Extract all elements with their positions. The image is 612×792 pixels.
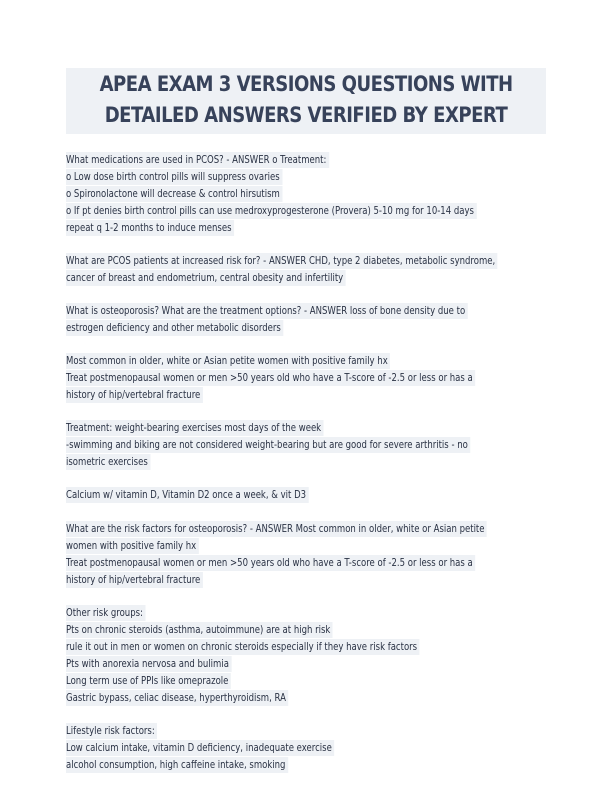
text-line: What is osteoporosis? What are the treatment options? - ANSWER loss of bone density due to bbox=[66, 303, 468, 319]
text-line: Low calcium intake, vitamin D deficiency, inadequate exercise bbox=[66, 740, 334, 756]
text-line: o Low dose birth control pills will suppress ovaries bbox=[66, 169, 282, 185]
text-line: What are the risk factors for osteoporosis? - ANSWER Most common in older, white or Asian petite bbox=[66, 521, 487, 537]
text-line: Treatment: weight-bearing exercises most days of the week bbox=[66, 420, 324, 436]
text-line: What medications are used in PCOS? - ANSWER o Treatment: bbox=[66, 152, 329, 168]
text-line: alcohol consumption, high caffeine intake, smoking bbox=[66, 757, 288, 773]
text-line: Treat postmenopausal women or men >50 years old who have a T-score of -2.5 or less or has a bbox=[66, 555, 475, 571]
text-line: Pts on chronic steroids (asthma, autoimmune) are at high risk bbox=[66, 622, 333, 638]
text-line: Most common in older, white or Asian petite women with positive family hx bbox=[66, 353, 390, 369]
text-line: history of hip/vertebral fracture bbox=[66, 572, 203, 588]
text-line: -swimming and biking are not considered weight-bearing but are good for severe arthritis - no bbox=[66, 437, 470, 453]
text-line: history of hip/vertebral fracture bbox=[66, 387, 203, 403]
text-line: estrogen deficiency and other metabolic disorders bbox=[66, 320, 283, 336]
text-line: Treat postmenopausal women or men >50 years old who have a T-score of -2.5 or less or has a bbox=[66, 370, 475, 386]
text-line: women with positive family hx bbox=[66, 538, 199, 554]
text-line: Pts with anorexia nervosa and bulimia bbox=[66, 656, 231, 672]
text-line: cancer of breast and endometrium, central obesity and infertility bbox=[66, 270, 346, 286]
text-line: Lifestyle risk factors: bbox=[66, 723, 157, 739]
text-line: What are PCOS patients at increased risk for? - ANSWER CHD, type 2 diabetes, metabolic syndrome, bbox=[66, 253, 498, 269]
text-line: repeat q 1-2 months to induce menses bbox=[66, 220, 234, 236]
document-title-line-2: DETAILED ANSWERS VERIFIED BY EXPERT bbox=[104, 103, 508, 127]
text-line: isometric exercises bbox=[66, 454, 150, 470]
text-line: Gastric bypass, celiac disease, hyperthyroidism, RA bbox=[66, 690, 288, 706]
document-title-line-1: APEA EXAM 3 VERSIONS QUESTIONS WITH bbox=[99, 72, 513, 96]
title-banner bbox=[66, 68, 546, 134]
text-line: Long term use of PPIs like omeprazole bbox=[66, 673, 231, 689]
text-line: o If pt denies birth control pills can use medroxyprogesterone (Provera) 5-10 mg for 10-14 days bbox=[66, 203, 476, 219]
text-line: o Spironolactone will decrease & control hirsutism bbox=[66, 186, 282, 202]
text-line: rule it out in men or women on chronic steroids especially if they have risk factors bbox=[66, 639, 420, 655]
text-line: Other risk groups: bbox=[66, 605, 145, 621]
text-line: Calcium w/ vitamin D, Vitamin D2 once a week, & vit D3 bbox=[66, 487, 309, 503]
